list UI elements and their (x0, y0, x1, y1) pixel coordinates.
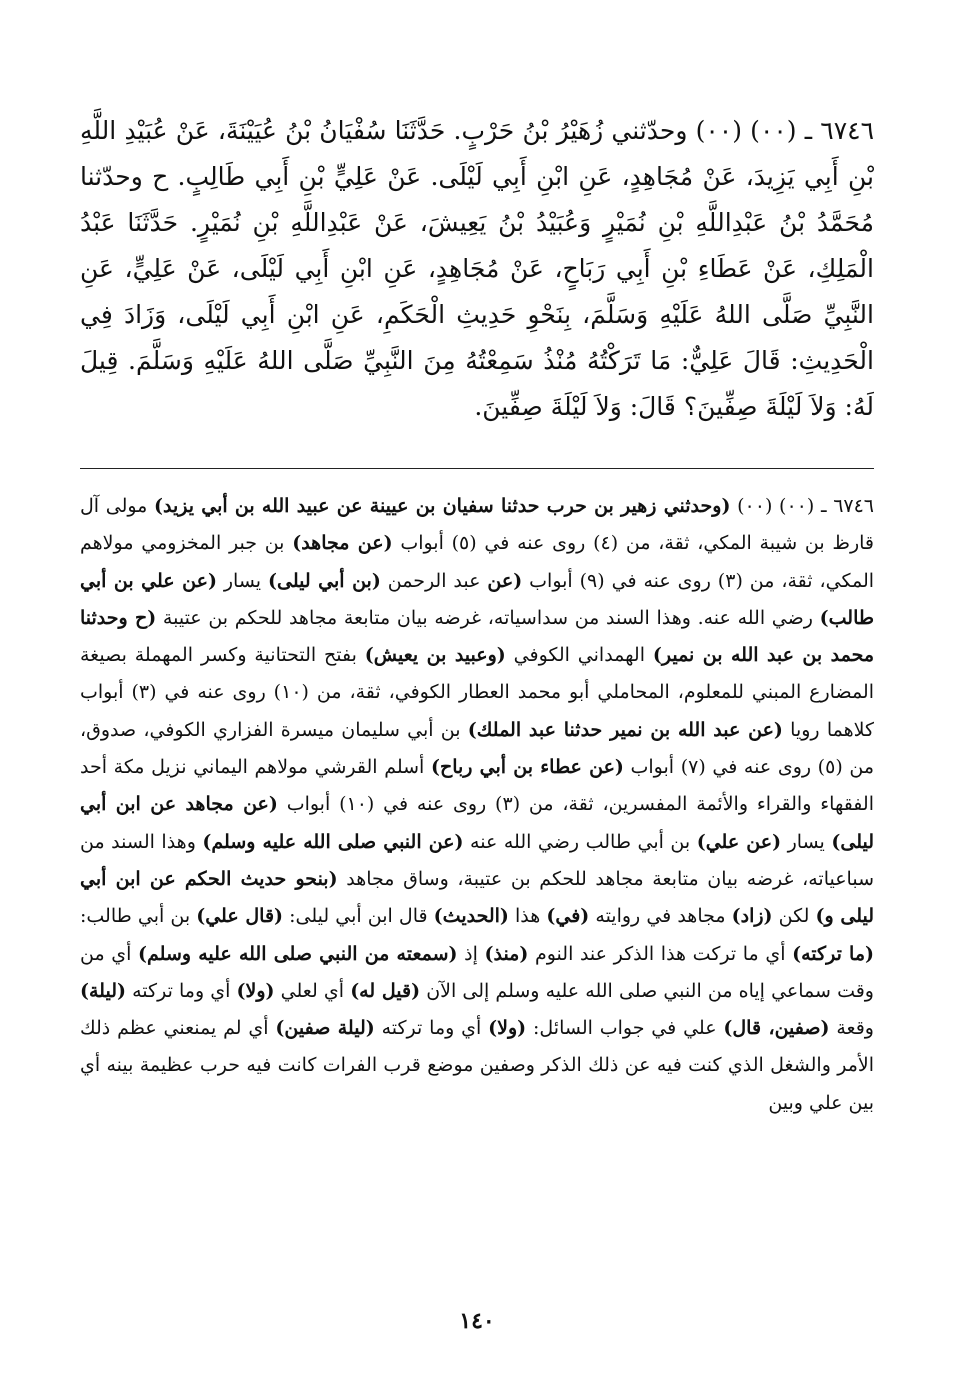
commentary-bold-segment: (زاد) (731, 905, 773, 928)
commentary-segment: يسار (781, 830, 832, 853)
commentary-segment: أي ما تركت هذا الذكر عند النوم (528, 942, 793, 965)
commentary-segment: مولى آل قارظ بن شيبة المكي، ثقة، من (٤) روى عنه في (٥) أبواب (80, 495, 874, 555)
commentary-segment: وهذا السند من سباعياته، غرضه بيان متابعة مجاهد للحكم بن عتيبة، وساق مجاهد (80, 830, 874, 890)
commentary-bold-segment: (عن عبد الله بن نمير حدثنا عبد الملك) (467, 718, 783, 741)
commentary-bold-segment: (منذ) (484, 942, 529, 965)
commentary-bold-segment: (ما تركته) (792, 942, 874, 965)
commentary-bold-segment: (ولا) (236, 979, 275, 1002)
commentary-segment: أي وما تركته (125, 979, 237, 1002)
commentary-segment: بن أبي طالب رضي الله عنه (463, 830, 697, 853)
commentary-bold-segment: (بنحو حديث الحكم عن ابن أبي ليلى و) (80, 867, 874, 928)
commentary-bold-segment: (ولا) (488, 1017, 527, 1040)
commentary-segment: مجاهد في روايته (589, 905, 732, 928)
page-number: ١٤٠ (459, 1308, 495, 1334)
commentary-segment: بفتح التحتانية وكسر المهملة بصيغة المضارع المبني للمعلوم، المحاملي أبو محمد العطار الكوفي، ثقة، من (١٠) روى عنه في (٣) أبواب كلاهما رويا (80, 644, 874, 741)
commentary-segment: أي لعلي (274, 979, 351, 1002)
document-page (80, 108, 874, 1382)
commentary-bold-segment: (ليلة صفين) (275, 1017, 375, 1040)
commentary-segment: لكن (772, 905, 816, 928)
commentary-bold-segment: (قيل له) (350, 979, 421, 1002)
commentary-bold-segment: (عن (487, 569, 523, 592)
commentary-segment: إذ (457, 942, 485, 965)
commentary-segment: الهمداني الكوفي (505, 644, 653, 667)
commentary-bold-segment: (في) (546, 905, 590, 928)
commentary-bold-segment: (بن أبي ليلى) (268, 569, 381, 592)
hadith-text: ٦٧٤٦ ـ (٠٠) (٠٠) وحدّثني زُهَيْرُ بْنُ حَرْبٍ. حَدَّثَنَا سُفْيَانُ بْنُ عُيَيْنَةَ، عَنْ عُبَيْدِ اللَّهِ بْنِ أَبِي يَزِيدَ، عَنْ مُجَاهِدٍ، عَنِ ابْنِ أَبِي لَيْلَى. عَنْ عَلِيٍّ بْنِ أَبِي طَالِبٍ. ح وحدّثنا مُحَمَّدُ بْنُ عَبْدِاللَّهِ بْنِ نُمَيْرٍ وَعُبَيْدُ بْنُ يَعِيشَ، عَنْ عَبْدِاللَّهِ بْنِ نُمَيْرٍ. حَدَّثَنَا عَبْدُ الْمَلِكِ، عَنْ عَطَاءِ بْنِ أَبِي رَبَاحٍ، عَنْ مُجَاهِدٍ، عَنِ ابْنِ أَبِي لَيْلَى، عَنْ عَلِيٍّ، عَنِ النَّبِيِّ صَلَّى اللهُ عَلَيْهِ وَسَلَّمَ، بِنَحْوِ حَدِيثِ الْحَكَمِ، عَنِ ابْنِ أَبِي لَيْلَى، وَزَادَ فِي الْحَدِيثِ: قَالَ عَلِيٌّ: مَا تَرَكْتُهُ مُنْذُ سَمِعْتُهُ مِنَ النَّبِيِّ صَلَّى اللهُ عَلَيْهِ وَسَلَّمَ. قِيلَ لَهُ: وَلاَ لَيْلَةَ صِفِّينَ؟ قَالَ: وَلاَ لَيْلَةَ صِفِّينَ. (80, 116, 874, 421)
commentary-segment: أي وما تركته (374, 1017, 489, 1040)
commentary-segment: ٦٧٤٦ ـ (٠٠) (٠٠) (730, 495, 874, 517)
commentary-segment: بن أبي طالب: (80, 905, 197, 928)
commentary-bold-segment: (صفين، قال) (723, 1017, 830, 1040)
commentary-segment: بن جبر المخزومي مولاهم المكي، ثقة، من (٣) روى عنه في (٩) أبواب (80, 532, 874, 592)
commentary-segment: رضي الله عنه. وهذا السند من سداسياته، غرضه بيان متابعة مجاهد للحكم بن عتيبة (156, 606, 820, 629)
commentary-bold-segment: (وعبيد بن يعيش) (364, 644, 506, 667)
commentary-segment: أي من وقت سماعي إياه من النبي صلى الله عليه وسلم إلى الآن (80, 942, 874, 1002)
commentary-segment: أسلم القرشي مولاهم اليماني نزيل مكة أحد الفقهاء والقراء والأئمة المفسرين، ثقة، من (٣) روى عنه في (١٠) أبواب (80, 756, 874, 816)
commentary-bold-segment: (وحدثني زهير بن حرب حدثنا سفيان بن عيينة عن عبيد الله بن أبي يزيد) (154, 495, 731, 517)
commentary-bold-segment: (عن علي) (696, 830, 782, 853)
commentary-bold-segment: (عن النبي صلى الله عليه وسلم) (202, 830, 464, 853)
commentary-bold-segment: (ليلة) (80, 979, 126, 1002)
commentary-segment: يسار (216, 569, 269, 592)
commentary-bold-segment: (عن علي بن أبي طالب) (80, 569, 874, 629)
commentary-segment: وقعة (829, 1017, 874, 1040)
commentary-segment: عبد الرحمن (380, 569, 488, 592)
commentary-bold-segment: (عن مجاهد) (292, 532, 393, 555)
footnote-divider (80, 468, 874, 469)
commentary-bold-segment: (عن عطاء بن أبي رباح) (430, 756, 624, 779)
commentary-segment: علي في جواب السائل: (526, 1017, 724, 1040)
commentary-segment: أي لم يمنعني عظم ذلك الأمر والشغل الذي كنت فيه عن ذلك الذكر وصفين موضع قرب الفرات كانت فيه حرب عظيمة بينه أي بين علي وبين (80, 1017, 874, 1114)
commentary-bold-segment: (قال علي) (196, 905, 284, 928)
commentary-segment: هذا (508, 905, 547, 928)
commentary-text (80, 488, 874, 1388)
commentary-segment: بن أبي سليمان ميسرة الفزاري الكوفي، صدوق، من (٥) روى عنه في (٧) أبواب (80, 718, 874, 779)
commentary-bold-segment: (سمعته من النبي صلى الله عليه وسلم) (138, 942, 458, 965)
commentary-bold-segment: (ح وحدثنا محمد بن عبد الله بن نمير) (80, 606, 874, 667)
commentary-segment: قال ابن أبي ليلى: (283, 905, 434, 928)
commentary-bold-segment: (عن مجاهد عن ابن أبي ليلى) (80, 793, 874, 853)
commentary-bold-segment: (الحديث) (433, 905, 509, 928)
